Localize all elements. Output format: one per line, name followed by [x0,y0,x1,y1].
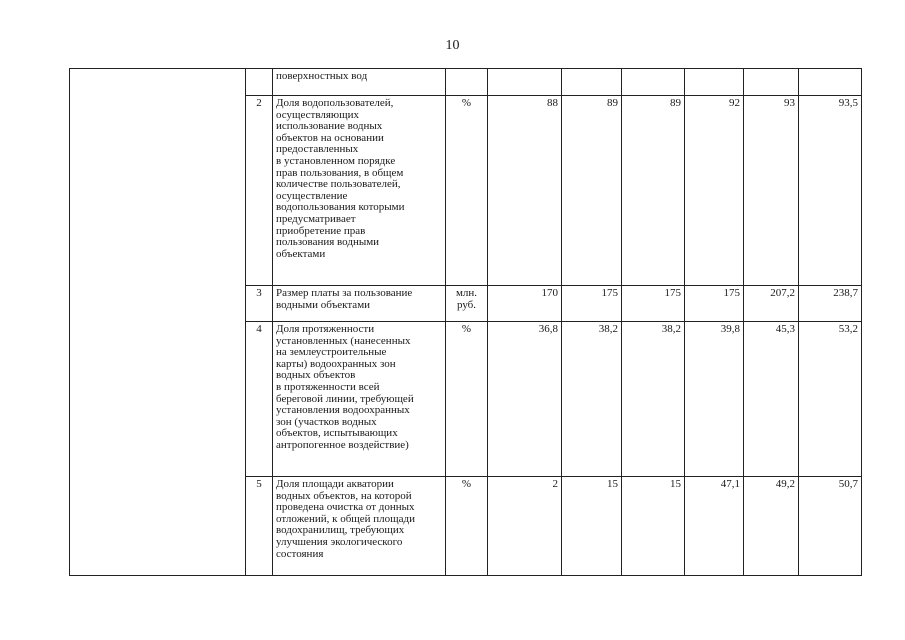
indicator-value: 47,1 [685,477,744,576]
indicator-value: 38,2 [562,322,622,477]
indicator-value: 89 [622,96,685,286]
table-cell-name [273,69,446,96]
indicator-value: 93 [744,96,799,286]
table-cell-value [622,69,685,96]
indicators-table [69,68,862,576]
table-cell-value [685,69,744,96]
indicator-value: 207,2 [744,286,799,322]
page-number: 10 [445,38,460,53]
indicator-unit: % [446,96,488,286]
indicator-unit: % [446,322,488,477]
indicator-name: Доля водопользователей, осуществляющих использование водных объектов на основании предоставленных в установленном порядке прав пользования, в общем количестве пользователей, осуществление водопользования которыми предусматривает приобретение прав пользования водными объектами [273,96,446,286]
row-number: 5 [246,477,273,576]
indicator-name: Доля площади акватории водных объектов, на которой проведена очистка от донных отложений, к общей площади водохранилищ, требующих улучшения экологического состояния [273,477,446,576]
indicator-value: 36,8 [488,322,562,477]
indicator-value: 49,2 [744,477,799,576]
row-number: 2 [246,96,273,286]
indicator-name: Доля протяженности установленных (нанесенных на землеустроительные карты) водоохранных зон водных объектов в протяженности всей береговой линии, требующей установления водоохранных зон (участков водных объектов, испытывающих антропогенное воздействие) [273,322,446,477]
row-number: 4 [246,322,273,477]
indicator-value: 170 [488,286,562,322]
indicator-value: 175 [622,286,685,322]
table-row-continuation [70,69,862,96]
indicator-value: 89 [562,96,622,286]
continuation-text: поверхностных вод [276,70,368,82]
indicator-unit: млн. руб. [446,286,488,322]
indicator-value: 38,2 [622,322,685,477]
section-column-cell [70,69,246,576]
table-cell-num [246,69,273,96]
indicator-value: 175 [685,286,744,322]
indicator-value: 39,8 [685,322,744,477]
indicator-value: 238,7 [799,286,862,322]
table-cell-value [799,69,862,96]
indicator-value: 92 [685,96,744,286]
indicator-name: Размер платы за пользование водными объектами [273,286,446,322]
row-number: 3 [246,286,273,322]
indicator-value: 175 [562,286,622,322]
indicator-value: 53,2 [799,322,862,477]
indicator-unit: % [446,477,488,576]
indicator-value: 15 [622,477,685,576]
indicator-value: 15 [562,477,622,576]
table-cell-unit [446,69,488,96]
indicator-value: 50,7 [799,477,862,576]
indicator-value: 88 [488,96,562,286]
table-cell-value [562,69,622,96]
indicator-value: 2 [488,477,562,576]
indicator-value: 93,5 [799,96,862,286]
table-cell-value [488,69,562,96]
table-cell-value [744,69,799,96]
indicator-value: 45,3 [744,322,799,477]
